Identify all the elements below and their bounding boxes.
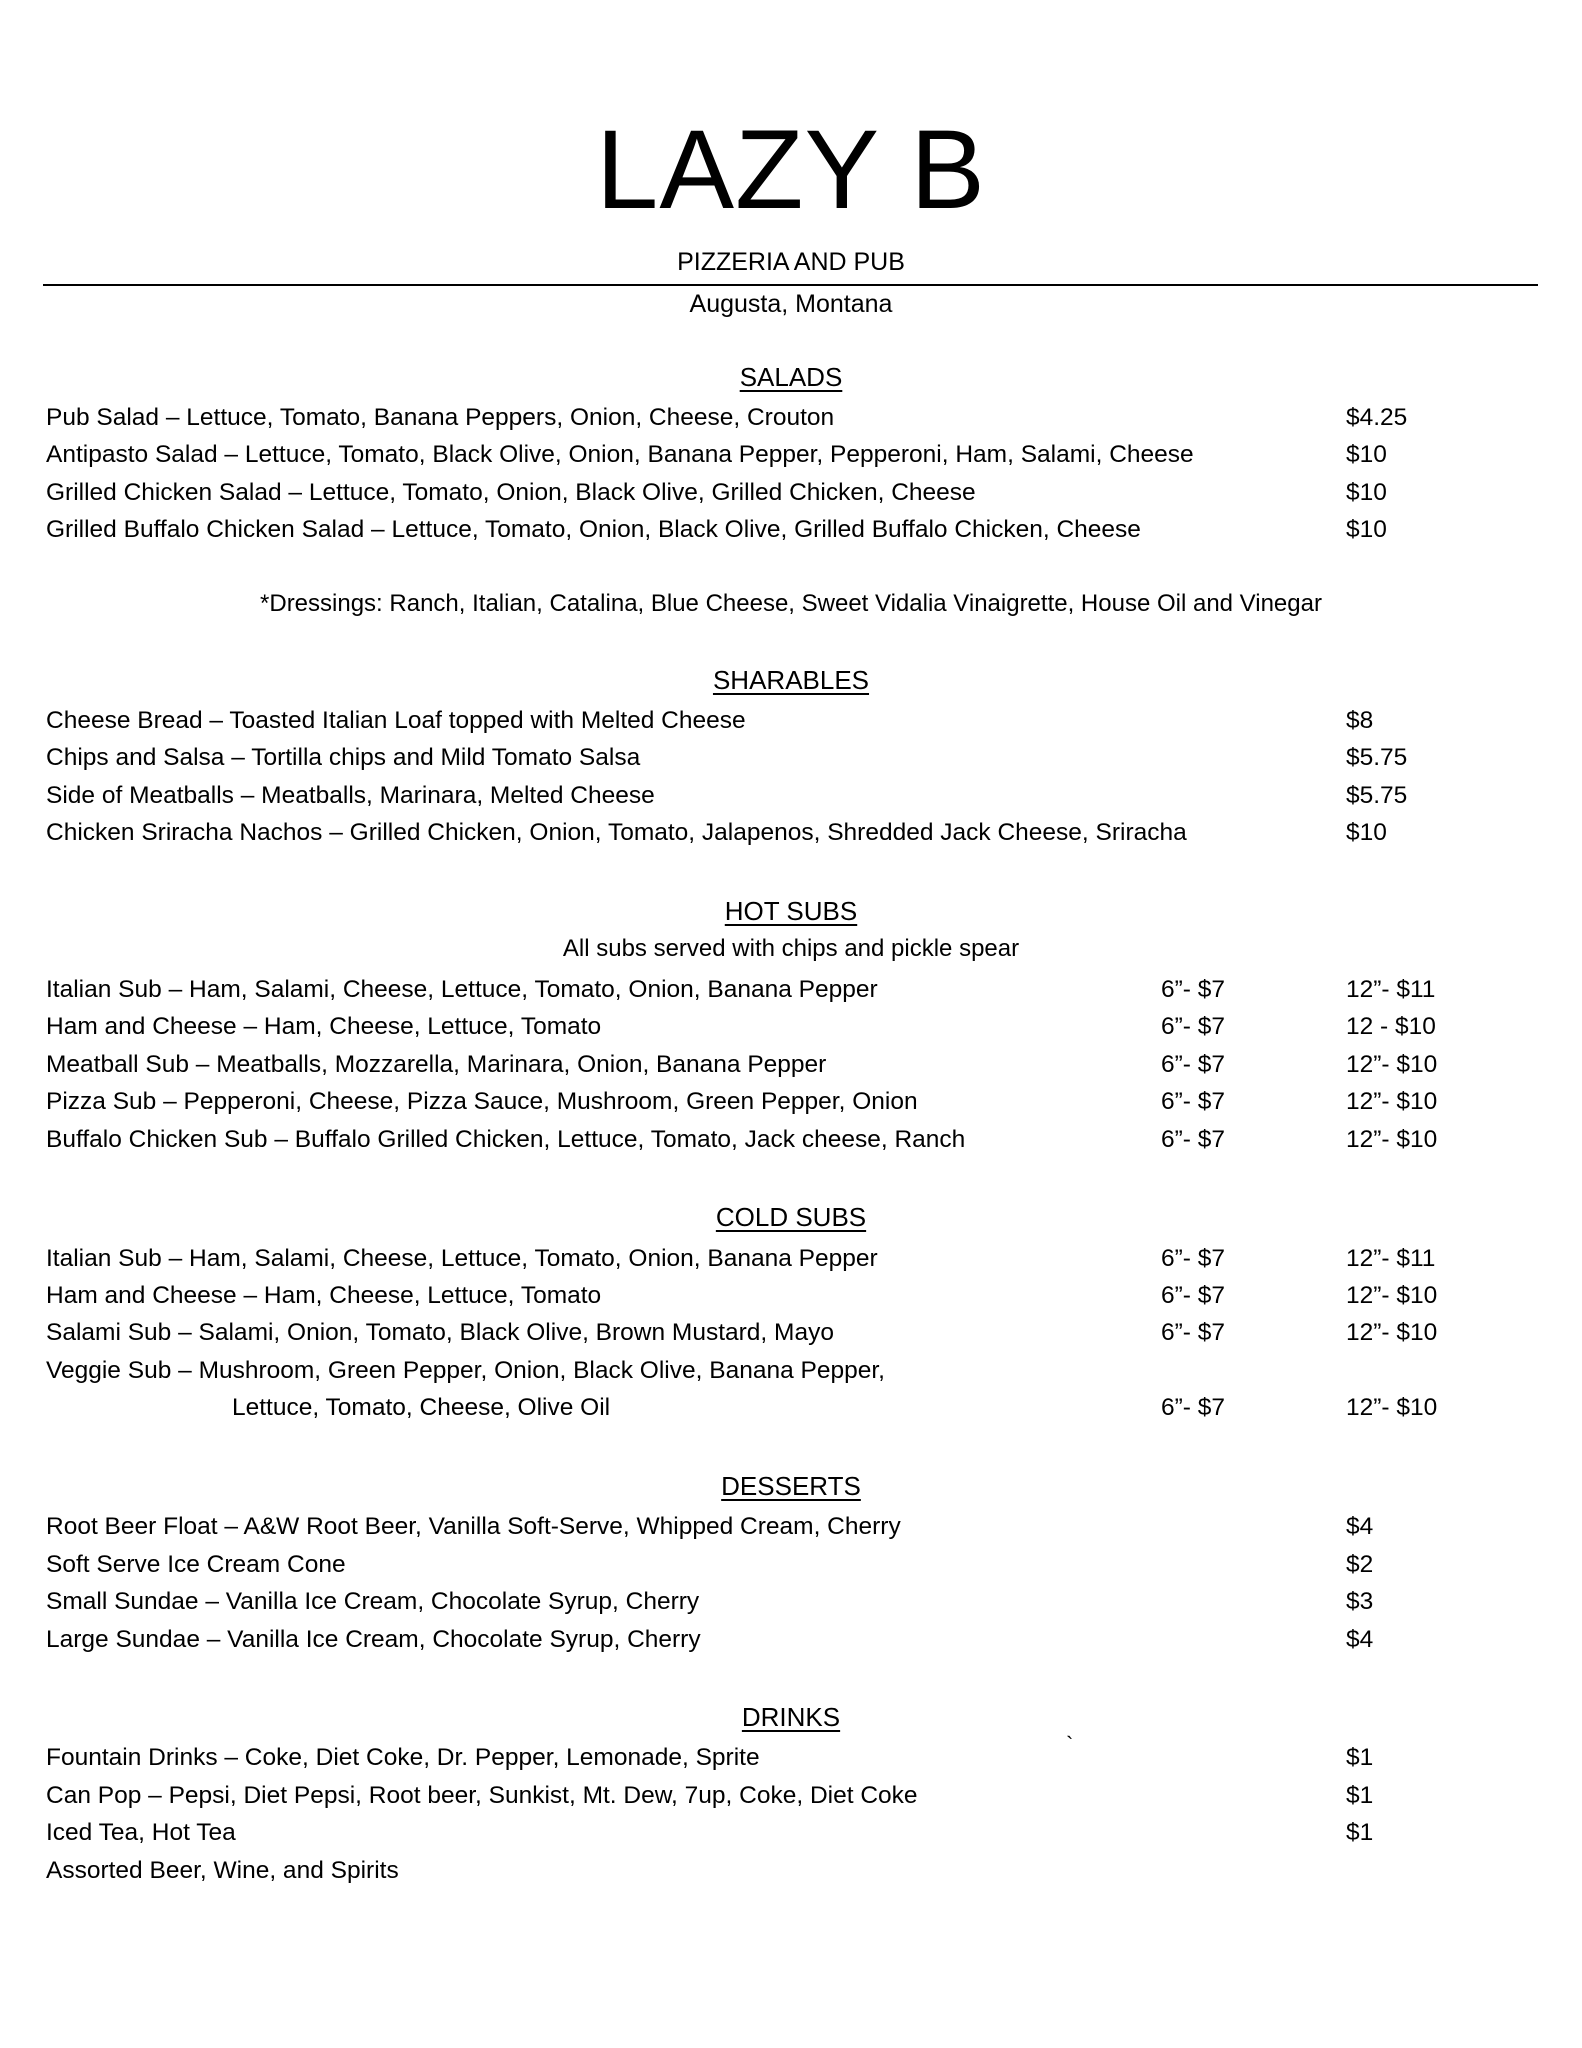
menu-item-description: Iced Tea, Hot Tea [46, 1819, 236, 1846]
menu-item-price-12in: 12”- $10 [1346, 1319, 1438, 1346]
menu-item-description: Fountain Drinks – Coke, Diet Coke, Dr. Pepper, Lemonade, Sprite [46, 1744, 760, 1771]
menu-item [0, 1352, 1582, 1390]
menu-item-description: Buffalo Chicken Sub – Buffalo Grilled Chicken, Lettuce, Tomato, Jack cheese, Ranch [46, 1126, 966, 1153]
menu-item-price: $5.75 [1346, 782, 1408, 809]
menu-item-description: Pizza Sub – Pepperoni, Cheese, Pizza Sauce, Mushroom, Green Pepper, Onion [46, 1088, 918, 1115]
menu-item-price-12in: 12”- $10 [1346, 1126, 1438, 1153]
menu-item [0, 1777, 1582, 1815]
hot-subs-note: All subs served with chips and pickle spear [562, 935, 1020, 962]
menu-item [0, 1046, 1582, 1084]
menu-item-price: $10 [1346, 516, 1387, 543]
menu-item-price: $10 [1346, 479, 1387, 506]
menu-item-price-12in: 12 - $10 [1346, 1013, 1436, 1040]
menu-item-description: Italian Sub – Ham, Salami, Cheese, Lettuce, Tomato, Onion, Banana Pepper [46, 976, 878, 1003]
menu-item-price: $4 [1346, 1513, 1374, 1540]
menu-item [0, 1508, 1582, 1546]
menu-item-description: Chips and Salsa – Tortilla chips and Mild Tomato Salsa [46, 744, 641, 771]
menu-item-continued [0, 1389, 1582, 1427]
menu-item [0, 1083, 1582, 1121]
menu-item [0, 1852, 1582, 1890]
menu-item-price-12in: 12”- $11 [1346, 976, 1436, 1003]
menu-item [0, 1008, 1582, 1046]
menu-item-price-12in: 12”- $10 [1346, 1282, 1438, 1309]
menu-item-price: $3 [1346, 1588, 1374, 1615]
menu-item [0, 1121, 1582, 1159]
menu-item-price: $1 [1346, 1782, 1374, 1809]
stray-mark: ` [1066, 1732, 1074, 1757]
menu-item [0, 1621, 1582, 1659]
menu-item [0, 1814, 1582, 1852]
menu-item-price-6in: 6”- $7 [1161, 1013, 1226, 1040]
menu-item-price: $1 [1346, 1819, 1374, 1846]
menu-item-description: Ham and Cheese – Ham, Cheese, Lettuce, Tomato [46, 1282, 602, 1309]
menu-item-description: Pub Salad – Lettuce, Tomato, Banana Peppers, Onion, Cheese, Crouton [46, 404, 835, 431]
menu-item-description: Meatball Sub – Meatballs, Mozzarella, Marinara, Onion, Banana Pepper [46, 1051, 827, 1078]
menu-item-description: Salami Sub – Salami, Onion, Tomato, Black Olive, Brown Mustard, Mayo [46, 1319, 834, 1346]
menu-item-price-6in: 6”- $7 [1161, 1088, 1226, 1115]
menu-item-description: Antipasto Salad – Lettuce, Tomato, Black Olive, Onion, Banana Pepper, Pepperoni, Ham, Salami, Cheese [46, 441, 1194, 468]
menu-item-price-6in: 6”- $7 [1161, 976, 1226, 1003]
menu-item-description: Side of Meatballs – Meatballs, Marinara, Melted Cheese [46, 782, 655, 809]
menu-item-price-6in: 6”- $7 [1161, 1245, 1226, 1272]
menu-item-description: Can Pop – Pepsi, Diet Pepsi, Root beer, Sunkist, Mt. Dew, 7up, Coke, Diet Coke [46, 1782, 918, 1809]
menu-item-description: Small Sundae – Vanilla Ice Cream, Chocolate Syrup, Cherry [46, 1588, 700, 1615]
menu-item-price-12in: 12”- $11 [1346, 1245, 1436, 1272]
menu-item [0, 777, 1582, 815]
menu-item [0, 1240, 1582, 1278]
menu-item [0, 702, 1582, 740]
menu-item-description: Large Sundae – Vanilla Ice Cream, Chocolate Syrup, Cherry [46, 1626, 701, 1653]
restaurant-name: LAZY B [596, 107, 986, 232]
section-heading-desserts: DESSERTS [721, 1471, 861, 1501]
menu-item-price-6in: 6”- $7 [1161, 1319, 1226, 1346]
menu-item-price-6in: 6”- $7 [1161, 1394, 1226, 1421]
menu-item-price: $4.25 [1346, 404, 1408, 431]
menu-item [0, 1546, 1582, 1584]
menu-item [0, 1583, 1582, 1621]
menu-item-price-12in: 12”- $10 [1346, 1088, 1438, 1115]
dressings-note: *Dressings: Ranch, Italian, Catalina, Blue Cheese, Sweet Vidalia Vinaigrette, House Oil and Vinegar [260, 590, 1322, 617]
menu-item-description: Ham and Cheese – Ham, Cheese, Lettuce, Tomato [46, 1013, 602, 1040]
menu-item-description: Soft Serve Ice Cream Cone [46, 1551, 346, 1578]
menu-item [0, 399, 1582, 437]
restaurant-location: Augusta, Montana [689, 290, 893, 318]
menu-item-description: Grilled Chicken Salad – Lettuce, Tomato, Onion, Black Olive, Grilled Chicken, Cheese [46, 479, 976, 506]
menu-item [0, 814, 1582, 852]
section-heading-salads: SALADS [739, 362, 843, 392]
menu-item-price-6in: 6”- $7 [1161, 1051, 1226, 1078]
menu-item [0, 971, 1582, 1009]
menu-item-description: Italian Sub – Ham, Salami, Cheese, Lettuce, Tomato, Onion, Banana Pepper [46, 1245, 878, 1272]
menu-item [0, 1277, 1582, 1315]
restaurant-subtitle: PIZZERIA AND PUB [677, 248, 905, 276]
menu-item-description: Assorted Beer, Wine, and Spirits [46, 1857, 399, 1884]
menu-item [0, 436, 1582, 474]
menu-item-price: $5.75 [1346, 744, 1408, 771]
section-heading-cold-subs: COLD SUBS [715, 1202, 867, 1232]
menu-item-description-continued: Lettuce, Tomato, Cheese, Olive Oil [232, 1394, 611, 1421]
menu-item-price: $2 [1346, 1551, 1374, 1578]
menu-item-description: Veggie Sub – Mushroom, Green Pepper, Onion, Black Olive, Banana Pepper, [46, 1357, 885, 1384]
menu-item [0, 1739, 1582, 1777]
menu-item-description: Cheese Bread – Toasted Italian Loaf topped with Melted Cheese [46, 707, 746, 734]
menu-item-price-12in: 12”- $10 [1346, 1394, 1438, 1421]
menu-item-price: $4 [1346, 1626, 1374, 1653]
menu-item [0, 474, 1582, 512]
section-heading-drinks: DRINKS [741, 1702, 841, 1732]
section-heading-hot-subs: HOT SUBS [724, 896, 858, 926]
menu-item [0, 511, 1582, 549]
menu-item-price-12in: 12”- $10 [1346, 1051, 1438, 1078]
menu-item-price: $8 [1346, 707, 1374, 734]
menu-item-price-6in: 6”- $7 [1161, 1282, 1226, 1309]
menu-item-price-6in: 6”- $7 [1161, 1126, 1226, 1153]
menu-item-description: Root Beer Float – A&W Root Beer, Vanilla Soft-Serve, Whipped Cream, Cherry [46, 1513, 901, 1540]
menu-item-price: $10 [1346, 441, 1387, 468]
menu-item-price: $10 [1346, 819, 1387, 846]
header-divider [43, 284, 1538, 286]
menu-item [0, 1314, 1582, 1352]
menu-item [0, 739, 1582, 777]
menu-item-price: $1 [1346, 1744, 1374, 1771]
section-heading-sharables: SHARABLES [712, 665, 870, 695]
menu-item-description: Grilled Buffalo Chicken Salad – Lettuce, Tomato, Onion, Black Olive, Grilled Buffalo Chicken, Cheese [46, 516, 1141, 543]
menu-item-description: Chicken Sriracha Nachos – Grilled Chicken, Onion, Tomato, Jalapenos, Shredded Jack Cheese, Sriracha [46, 819, 1187, 846]
